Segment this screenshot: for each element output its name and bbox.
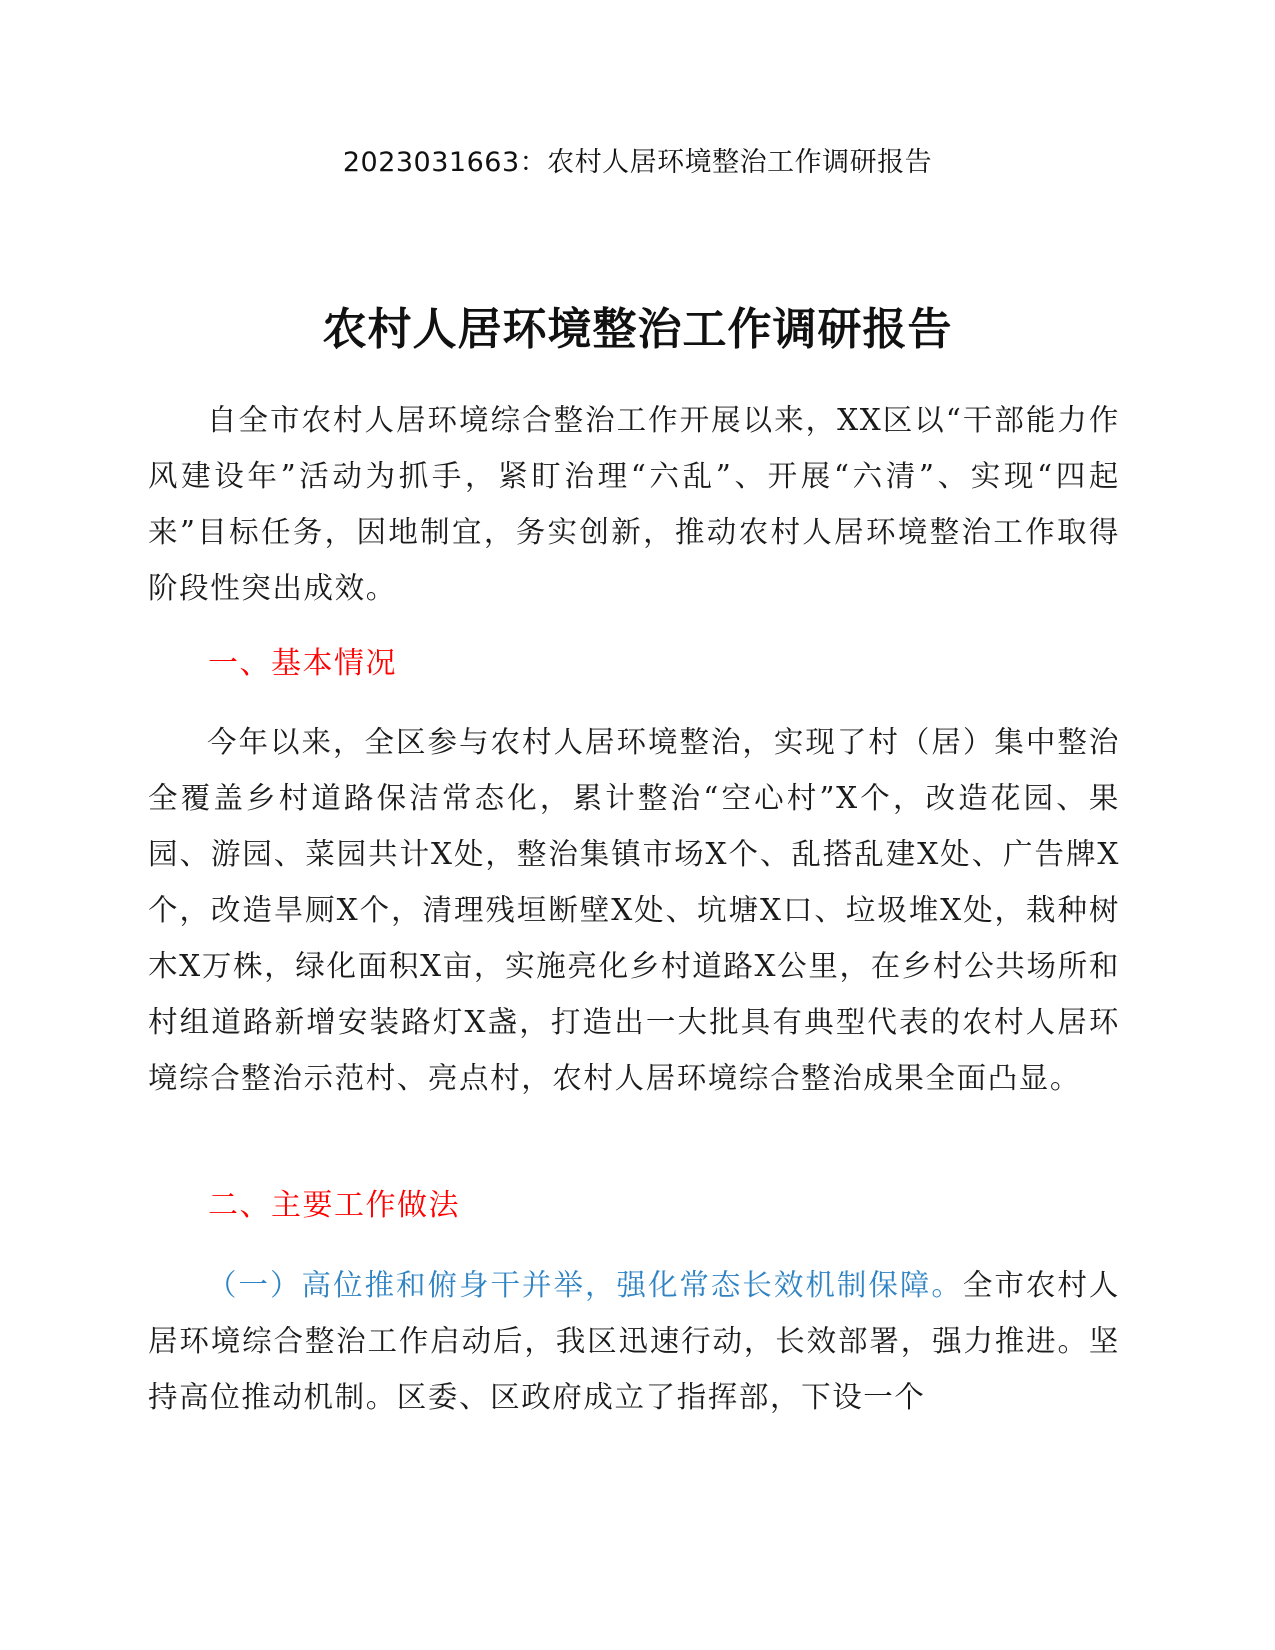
intro-paragraph: 自全市农村人居环境综合整治工作开展以来，XX区以“干部能力作风建设年”活动为抓手，紧盯治理“六乱”、开展“六清”、实现“四起来”目标任务，因地制宜，务实创新，推动农村人居环境整治工作取得阶段性突出成效。 (148, 403, 1120, 605)
document-title: 农村人居环境整治工作调研报告 (322, 304, 953, 355)
section-heading-basic-situation: 一、基本情况 (208, 646, 397, 681)
main-practices-paragraph (148, 1257, 1120, 1425)
document-header: 2023031663：农村人居环境整治工作调研报告 (342, 147, 933, 178)
subsection-body-1: 全市农村人居环境综合整治工作启动后，我区迅速行动，长效部署，强力推进。坚持高位推动机制。区委、区政府成立了指挥部，下设一个 (148, 1268, 1120, 1414)
subsection-heading-1: （一）高位推和俯身干并举，强化常态长效机制保障。 (207, 1268, 963, 1302)
basic-situation-paragraph: 今年以来，全区参与农村人居环境整治，实现了村（居）集中整治全覆盖乡村道路保洁常态化，累计整治“空心村”X个，改造花园、果园、游园、菜园共计X处，整治集镇市场X个、乱搭乱建X处、广告牌X个，改造旱厕X个，清理残垣断壁X处、坑塘X口、垃圾堆X处，栽种树木X万株，绿化面积X亩，实施亮化乡村道路X公里，在乡村公共场所和村组道路新增安装路灯X盏，打造出一大批具有典型代表的农村人居环境综合整治示范村、亮点村，农村人居环境综合整治成果全面凸显。 (148, 725, 1120, 1095)
section-heading-main-practices: 二、主要工作做法 (208, 1188, 460, 1223)
